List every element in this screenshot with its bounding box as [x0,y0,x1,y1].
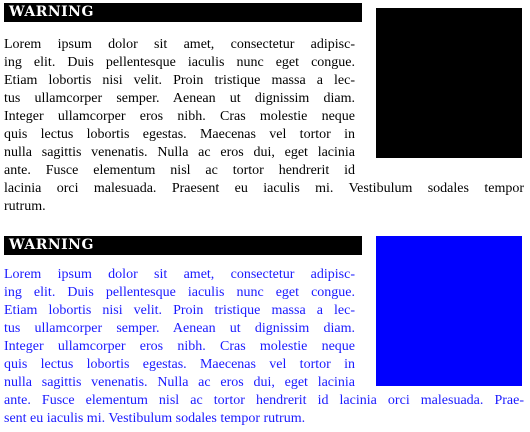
text-line: quis lectus lobortis egestas. Maecenas vel tortor in [4,357,355,372]
text-line: ing elit. Duis pellentesque iaculis nunc eget congue. [4,55,355,70]
text-line: tus ullamcorper semper. Aenean ut dignissim diam. [4,91,355,106]
text-line: rutrum. [4,199,46,214]
text-line: Integer ullamcorper eros nibh. Cras molestie neque [4,109,355,124]
warning-header-2: WARNING [4,236,362,255]
text-line: Lorem ipsum dolor sit amet, consectetur adipisc- [4,267,355,282]
text-line: quis lectus lobortis egestas. Maecenas vel tortor in [4,127,355,142]
text-line: Integer ullamcorper eros nibh. Cras molestie neque [4,339,355,354]
black-square [376,8,522,158]
text-line: Lorem ipsum dolor sit amet, consectetur adipisc- [4,37,355,52]
warning-header-1: WARNING [4,3,362,22]
text-line: ante. Fusce elementum nisl ac tortor hendrerit id [4,163,355,178]
blue-square [376,236,522,386]
text-line: ing elit. Duis pellentesque iaculis nunc eget congue. [4,285,355,300]
text-line: ante. Fusce elementum nisl ac tortor hendrerit id lacinia orci malesuada. Prae- [4,393,524,408]
text-line: lacinia orci malesuada. Praesent eu iaculis mi. Vestibulum sodales tempor [4,181,524,196]
text-line: Etiam lobortis nisi velit. Proin tristique massa a lec- [4,73,355,88]
text-line: Etiam lobortis nisi velit. Proin tristique massa a lec- [4,303,355,318]
text-line: nulla sagittis venenatis. Nulla ac eros dui, eget lacinia [4,145,355,160]
text-line: sent eu iaculis mi. Vestibulum sodales tempor rutrum. [4,411,306,426]
text-line: tus ullamcorper semper. Aenean ut dignissim diam. [4,321,355,336]
text-line: nulla sagittis venenatis. Nulla ac eros dui, eget lacinia [4,375,355,390]
